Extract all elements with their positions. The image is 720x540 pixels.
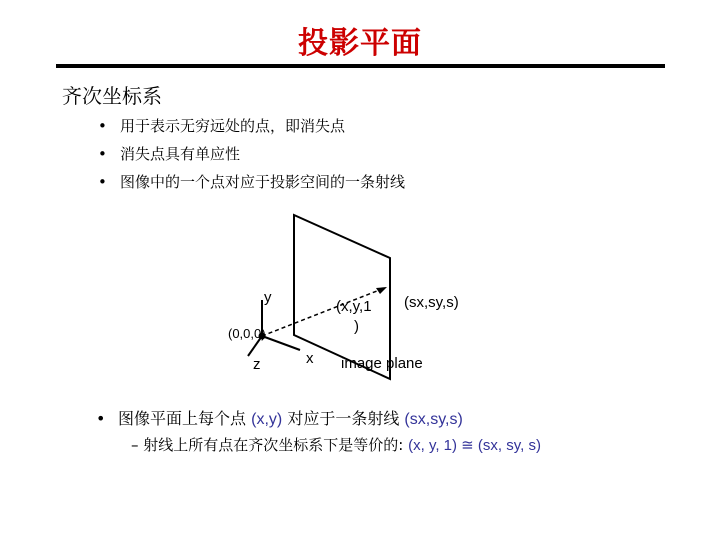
sub-bullet-equivalence: (x, y, 1) ≅ (sx, sy, s) [408, 437, 541, 454]
point-label-xy1: (x,y,1 [336, 298, 372, 315]
bottom-bullet-text-2: 对应于一条射线 [287, 409, 400, 428]
page-title: 投影平面 [298, 26, 422, 61]
bottom-bullet-xy: (x,y) [251, 411, 283, 428]
bullet-dot: • [96, 409, 106, 428]
bottom-bullet-ray: (sx,sy,s) [404, 411, 463, 428]
sub-bullet-text: 射线上所有点在齐次坐标系下是等价的: [143, 436, 404, 454]
bottom-bullet-text-1: 图像平面上每个点 [118, 409, 247, 428]
sub-bullet [131, 434, 541, 455]
sub-bullet-dash: – [131, 436, 144, 454]
section-heading: 齐次坐标系 [62, 84, 162, 108]
origin-label: (0,0,0) [228, 326, 266, 341]
y-axis-label: y [264, 289, 272, 306]
z-axis-label: z [253, 356, 261, 373]
list-item: • 消失点具有单应性 [96, 140, 405, 168]
x-axis-label: x [306, 350, 314, 367]
list-item: • 用于表示无穷远处的点，即消失点 [96, 112, 405, 140]
bottom-bullet [96, 406, 463, 429]
list-item: • 图像中的一个点对应于投影空间的一条射线 [96, 168, 405, 196]
point-label-sxsys: (sx,sy,s) [404, 294, 459, 311]
point-label-xy1-close: ) [354, 318, 359, 335]
image-plane-label: image plane [341, 355, 423, 372]
ray-arrowhead [376, 287, 387, 294]
x-axis [262, 336, 300, 350]
